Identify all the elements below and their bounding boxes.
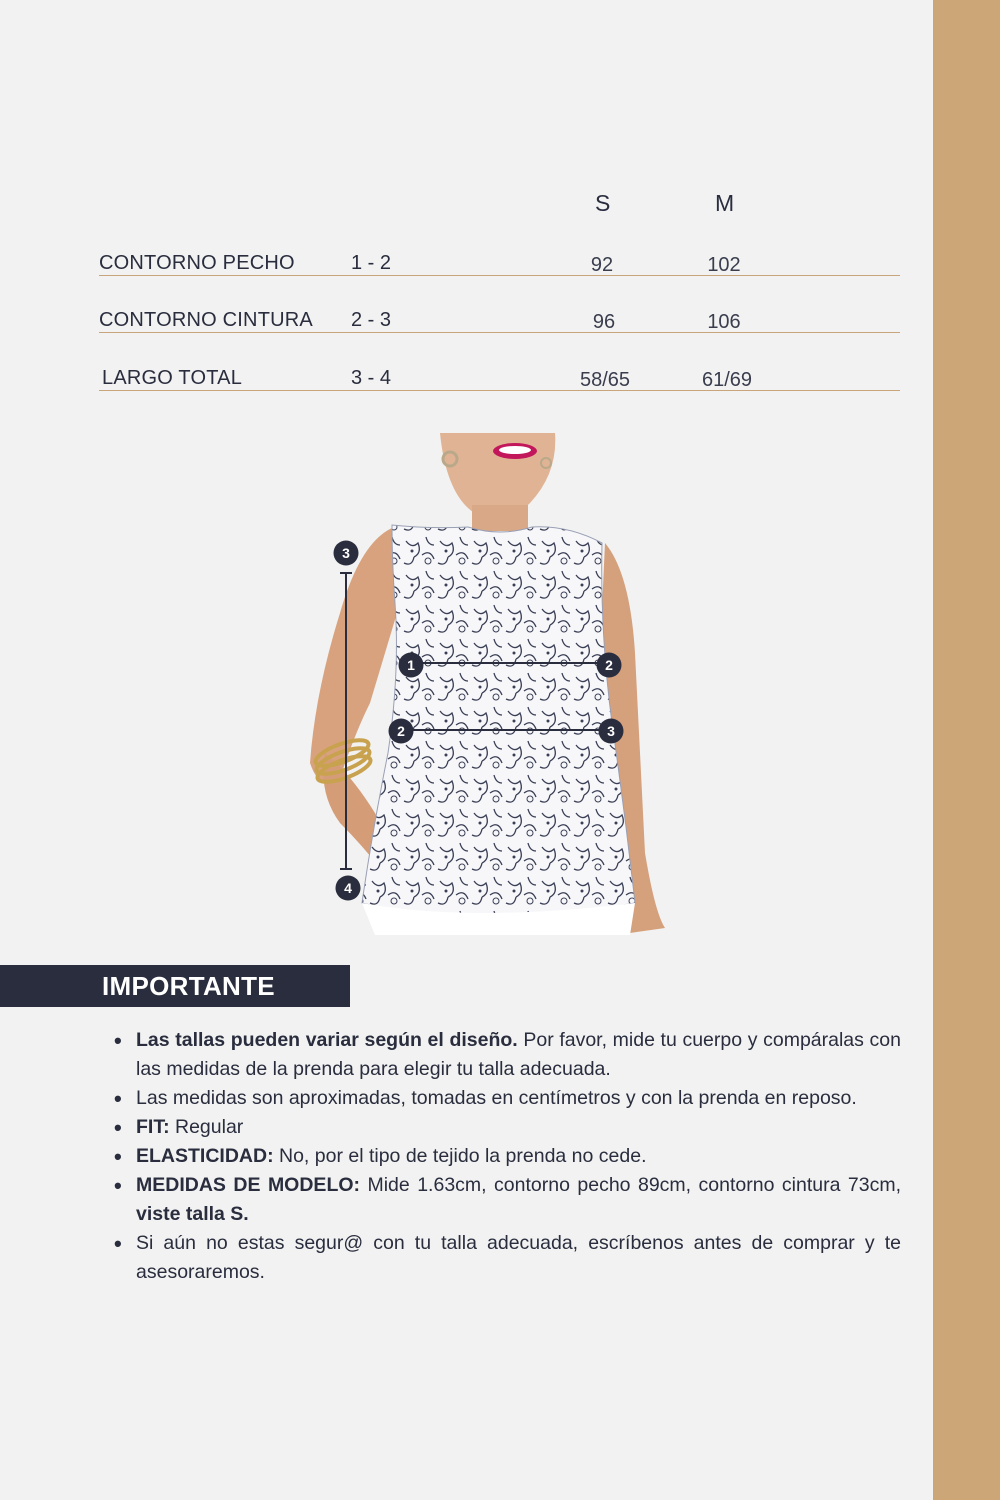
row-points: 1 - 2 [351,252,392,274]
marker-3-waist [598,718,624,744]
size-column-s: S [595,190,611,216]
table-row [99,245,900,276]
svg-text:3: 3 [607,723,615,739]
list-item: • Si aún no estas segur@ con tu talla adecuada, escríbenos antes de comprar y te asesoraremos. [136,1229,901,1287]
table-row [99,360,900,391]
marker-2-chest [596,652,622,678]
marker-1 [398,652,424,678]
size-column-m: M [715,190,735,216]
row-label: CONTORNO CINTURA [99,309,313,331]
list-item: • MEDIDAS DE MODELO: Mide 1.63cm, contorno pecho 89cm, contorno cintura 73cm, viste talla S. [136,1171,901,1229]
accent-side-bar [933,0,1000,1500]
row-value-s: 58/65 [579,369,631,391]
important-notes-list [136,1026,901,1287]
garment-illustration [300,433,668,935]
list-item: • Las tallas pueden variar según el diseño. Por favor, mide tu cuerpo y compáralas con las medidas de la prenda para elegir tu talla adecuada. [136,1026,901,1084]
svg-text:3: 3 [342,545,350,561]
row-value-m: 102 [707,254,741,276]
row-value-s: 96 [592,311,616,333]
importante-title: IMPORTANTE [102,971,275,1001]
table-row [99,302,900,333]
row-label: LARGO TOTAL [102,367,243,389]
row-value-s: 92 [590,254,614,276]
garment-photo [300,433,668,935]
row-points: 3 - 4 [351,367,392,389]
list-item: • FIT: Regular [136,1113,901,1142]
svg-text:1: 1 [407,657,415,673]
marker-2-waist [388,718,414,744]
marker-3-length [333,540,359,566]
list-item: • ELASTICIDAD: No, por el tipo de tejido la prenda no cede. [136,1142,901,1171]
svg-text:2: 2 [397,723,405,739]
row-label: CONTORNO PECHO [99,252,295,274]
svg-text:4: 4 [344,880,352,896]
importante-banner [0,965,350,1007]
list-item: • Las medidas son aproximadas, tomadas en centímetros y con la prenda en reposo. [136,1084,901,1113]
svg-text:2: 2 [605,657,613,673]
row-value-m: 61/69 [701,369,753,391]
row-value-m: 106 [707,311,741,333]
marker-4 [335,875,361,901]
row-points: 2 - 3 [351,309,392,331]
